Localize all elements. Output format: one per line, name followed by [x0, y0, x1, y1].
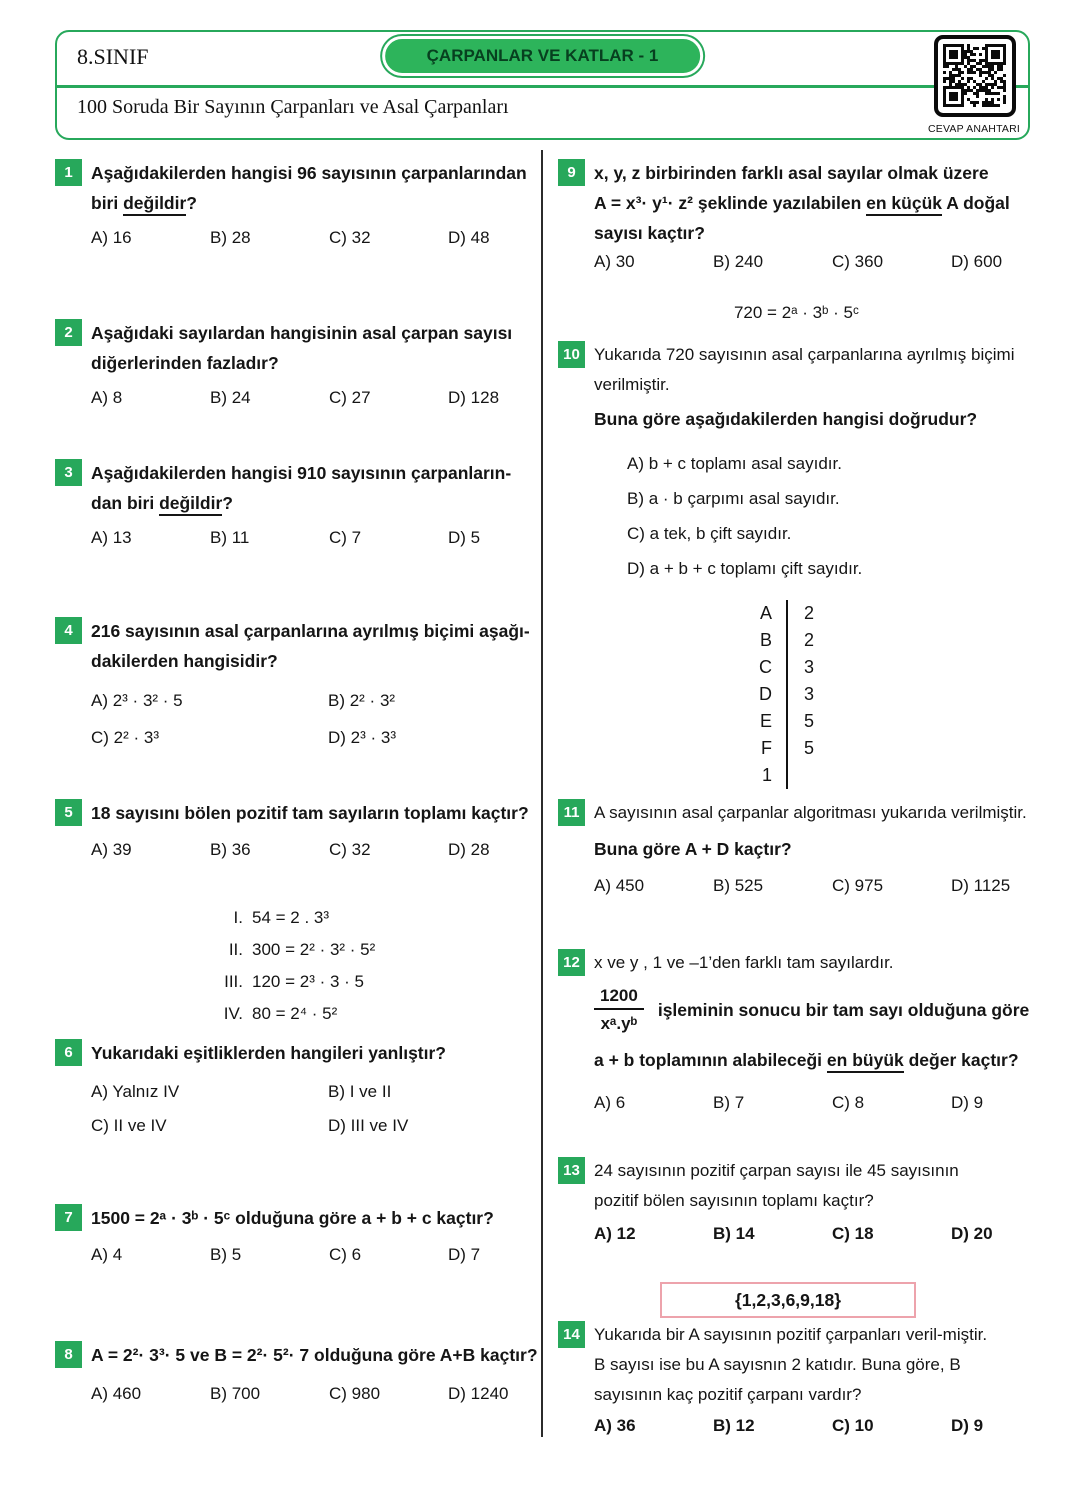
option: B) a · b çarpımı asal sayıdır.: [627, 489, 840, 508]
option: B) 28: [210, 228, 251, 247]
topic-badge: ÇARPANLAR VE KATLAR - 1: [382, 36, 704, 76]
question-13-options: [594, 1224, 1038, 1244]
question-3-options: [91, 528, 541, 548]
question-text: Buna göre aşağıdakilerden hangisi doğrudur?: [594, 409, 978, 429]
option: A) 450: [594, 876, 645, 895]
question-4-options: [91, 691, 541, 748]
question-6-options: [91, 1082, 541, 1136]
question-number-badge: 9: [558, 159, 585, 186]
question-11-options: [594, 876, 1038, 896]
option: B) 14: [713, 1224, 755, 1243]
question-text: Aşağıdakilerden hangisi 96 sayısının çarpanlarından: [91, 163, 527, 183]
option: A) 39: [91, 840, 132, 859]
question-13: [558, 1156, 1038, 1244]
question-11: [558, 798, 1038, 896]
option: A) 6: [594, 1093, 626, 1112]
option: B) 2² · 3²: [328, 691, 396, 710]
option: D) 20: [951, 1224, 993, 1243]
question-number-badge: 11: [558, 799, 585, 826]
question-number-badge: 6: [55, 1039, 82, 1066]
question-6: [55, 1038, 541, 1136]
question-text: sayısı kaçtır?: [594, 223, 705, 243]
option: A) 30: [594, 252, 635, 271]
question-7: [55, 1203, 541, 1265]
option: B) 5: [210, 1245, 242, 1264]
option: C) 7: [329, 528, 362, 547]
list-item: III. 120 = 2³ · 3 · 5: [224, 972, 364, 991]
question-5: [55, 798, 541, 860]
ladder-row: 1: [742, 762, 820, 789]
option: C) 2² · 3³: [91, 728, 159, 747]
option: C) II ve IV: [91, 1116, 167, 1135]
list-item: II. 300 = 2² · 3² · 5²: [228, 940, 376, 959]
question-2-options: [91, 388, 541, 408]
header-box: [55, 30, 1030, 140]
question-text: dan biri değildir?: [91, 488, 541, 518]
question-text: a + b toplamının alabileceği en büyük değer kaçtır?: [594, 1045, 1038, 1075]
equality-list: [212, 902, 375, 1030]
option: D) 48: [448, 228, 490, 247]
option: C) 6: [329, 1245, 362, 1264]
option: C) 32: [329, 840, 371, 859]
question-8: [55, 1340, 541, 1404]
equation-720: 720 = 2ᵃ · 3ᵇ · 5ᶜ: [733, 303, 860, 322]
question-text: Aşağıdakilerden hangisi 910 sayısının çarpanların-: [91, 463, 512, 483]
option: D) 7: [448, 1245, 481, 1264]
question-text: 1500 = 2ᵃ · 3ᵇ · 5ᶜ olduğuna göre a + b + c kaçtır?: [91, 1208, 494, 1228]
option: B) 240: [713, 252, 764, 271]
question-number-badge: 10: [558, 341, 585, 368]
question-number-badge: 12: [558, 949, 585, 976]
question-number-badge: 1: [55, 159, 82, 186]
option: D) a + b + c toplamı çift sayıdır.: [627, 559, 863, 578]
question-number-badge: 3: [55, 459, 82, 486]
option: B) I ve II: [328, 1082, 392, 1101]
option: A) 12: [594, 1224, 636, 1243]
option: D) III ve IV: [328, 1116, 409, 1135]
question-text: dakilerden hangisidir?: [91, 651, 278, 671]
question-number-badge: 14: [558, 1321, 585, 1348]
option: D) 5: [448, 528, 481, 547]
question-number-badge: 7: [55, 1204, 82, 1231]
question-9-options: [594, 252, 1038, 272]
ladder-row: A 2: [742, 600, 820, 627]
qr-finder-icon: [943, 86, 964, 107]
fraction-numerator: 1200: [600, 986, 638, 1005]
question-5-options: [91, 840, 541, 860]
question-number-badge: 5: [55, 799, 82, 826]
option: B) 11: [210, 528, 250, 547]
question-text: A = 2²· 3³· 5 ve B = 2²· 5²· 7 olduğuna göre A+B kaçtır?: [91, 1345, 538, 1365]
option: D) 9: [951, 1093, 984, 1112]
question-text: Yukarıdaki eşitliklerden hangileri yanlıştır?: [91, 1043, 446, 1063]
option: D) 1125: [951, 876, 1011, 895]
option: B) 24: [210, 388, 251, 407]
question-10-options: [594, 446, 1038, 586]
option: D) 600: [951, 252, 1003, 271]
option: B) 700: [210, 1384, 261, 1403]
list-item: IV. 80 = 2⁴ · 5²: [223, 1004, 338, 1023]
option: B) 12: [713, 1416, 755, 1435]
question-number-badge: 2: [55, 319, 82, 346]
question-12-options: [594, 1093, 1038, 1113]
option: C) 975: [832, 876, 884, 895]
option: C) 10: [832, 1416, 874, 1435]
question-text: 216 sayısının asal çarpanlarına ayrılmış biçimi aşağı-: [91, 621, 530, 641]
question-12: [558, 948, 1038, 1113]
column-divider: [541, 150, 543, 1437]
question-text: işleminin sonucu bir tam sayı olduğuna göre: [657, 1000, 1030, 1020]
question-10: [558, 340, 1038, 586]
question-4: [55, 616, 541, 748]
option: A) 460: [91, 1384, 142, 1403]
question-3: [55, 458, 541, 548]
question-text: x, y, z birbirinden farklı asal sayılar olmak üzere: [594, 163, 989, 183]
question-text: biri değildir?: [91, 188, 541, 218]
question-number-badge: 8: [55, 1341, 82, 1368]
qr-finder-icon: [943, 44, 964, 65]
ladder-row: B 2: [742, 627, 820, 654]
question-text: Buna göre A + D kaçtır?: [594, 839, 792, 859]
question-number-badge: 13: [558, 1157, 585, 1184]
question-text: verilmiştir.: [594, 375, 670, 394]
question-number-badge: 4: [55, 617, 82, 644]
option: A) 16: [91, 228, 132, 247]
question-text: pozitif bölen sayısının toplamı kaçtır?: [594, 1191, 874, 1210]
question-9: [558, 158, 1038, 272]
ladder-row: D 3: [742, 681, 820, 708]
option: C) 32: [329, 228, 371, 247]
option: D) 128: [448, 388, 500, 407]
option: B) 36: [210, 840, 251, 859]
qr-code-modules: [943, 44, 1006, 107]
option: A) b + c toplamı asal sayıdır.: [627, 454, 842, 473]
option: C) 8: [832, 1093, 865, 1112]
question-14-options: [594, 1416, 1038, 1436]
list-item: I. 54 = 2 . 3³: [233, 908, 330, 927]
option: C) 27: [329, 388, 371, 407]
question-text: A = x³· y¹· z² şeklinde yazılabilen en küçük A doğal: [594, 188, 1038, 218]
option: C) 18: [832, 1224, 874, 1243]
question-1-options: [91, 228, 541, 248]
question-text: A sayısının asal çarpanlar algoritması yukarıda verilmiştir.: [594, 803, 1027, 822]
option: A) 8: [91, 388, 123, 407]
qr-code: [934, 35, 1016, 117]
grade-label: 8.SINIF: [77, 44, 149, 69]
question-7-options: [91, 1245, 541, 1265]
fraction-expression: [594, 984, 1038, 1037]
question-text: sayısının kaç pozitif çarpanı vardır?: [594, 1385, 862, 1404]
question-text: 18 sayısını bölen pozitif tam sayıların toplamı kaçtır?: [91, 803, 529, 823]
option: A) 36: [594, 1416, 636, 1435]
factor-set-box: {1,2,3,6,9,18}: [660, 1282, 916, 1318]
question-text: x ve y , 1 ve –1’den farklı tam sayılardır.: [594, 953, 894, 972]
prime-factor-ladder: [742, 600, 820, 789]
option: A) 2³ · 3² · 5: [91, 691, 183, 710]
fraction-denominator: xᵃ.yᵇ: [594, 1008, 644, 1037]
ladder-row: E 5: [742, 708, 820, 735]
question-2: [55, 318, 541, 408]
option: D) 28: [448, 840, 490, 859]
option: D) 2³ · 3³: [328, 728, 396, 747]
question-8-options: [91, 1384, 541, 1404]
ladder-row: F 5: [742, 735, 820, 762]
option: A) Yalnız IV: [91, 1082, 180, 1101]
header-divider-line: [57, 85, 1028, 88]
option: B) 7: [713, 1093, 745, 1112]
option: A) 13: [91, 528, 132, 547]
option: B) 525: [713, 876, 764, 895]
option: A) 4: [91, 1245, 123, 1264]
page-title: 100 Soruda Bir Sayının Çarpanları ve Asal Çarpanları: [77, 96, 509, 118]
option: C) a tek, b çift sayıdır.: [627, 524, 792, 543]
qr-finder-icon: [985, 44, 1006, 65]
question-text: diğerlerinden fazladır?: [91, 353, 279, 373]
question-text: 24 sayısının pozitif çarpan sayısı ile 45 sayısının: [594, 1161, 959, 1180]
ladder-row: C 3: [742, 654, 820, 681]
question-text: Yukarıda 720 sayısının asal çarpanlarına ayrılmış biçimi: [594, 345, 1015, 364]
option: C) 360: [832, 252, 884, 271]
question-1: [55, 158, 541, 248]
question-text: Aşağıdaki sayılardan hangisinin asal çarpan sayısı: [91, 323, 513, 343]
option: D) 9: [951, 1416, 984, 1435]
option: C) 980: [329, 1384, 381, 1403]
question-14: [558, 1320, 1038, 1436]
question-text: Yukarıda bir A sayısının pozitif çarpanları veril-miştir.: [594, 1325, 988, 1344]
qr-caption: CEVAP ANAHTARI: [927, 123, 1021, 135]
fraction: [594, 984, 644, 1037]
question-text: B sayısı ise bu A sayısnın 2 katıdır. Buna göre, B: [594, 1355, 961, 1374]
option: D) 1240: [448, 1384, 509, 1403]
